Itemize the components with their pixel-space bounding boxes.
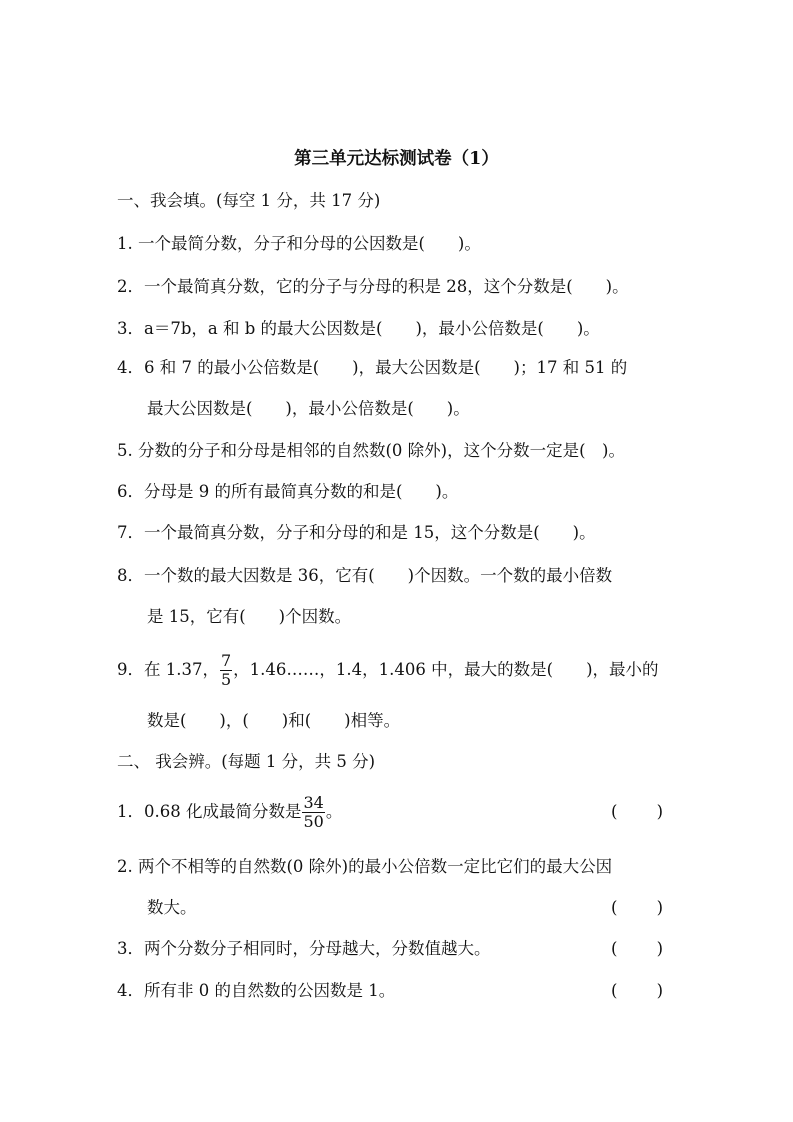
s2-q3-answer-parens [611,938,663,960]
s2-q1-prefix: 1．0.68 化成最简分数是 [117,802,302,821]
q9-fraction [220,652,232,689]
s1-question-7: 7．一个最简真分数，分子和分母的和是 15，这个分数是( )。 [117,523,596,542]
s2-q4-answer-parens [611,980,663,1002]
s2-q1-fraction [302,794,324,831]
s2-q1-fraction-denominator: 50 [303,812,324,831]
paren-close: ) [656,981,663,1000]
s2-question-2-line1: 2. 两个不相等的自然数(0 除外)的最小公倍数一定比它们的最大公因 [117,857,613,876]
s2-question-1 [117,792,342,832]
q9-prefix: 9．在 1.37， [117,660,219,679]
s2-q2-answer-parens [611,897,663,919]
paren-close: ) [656,939,663,958]
paren-close: ) [656,802,663,821]
s2-question-4: 4．所有非 0 的自然数的公因数是 1。 [117,981,396,1000]
s1-question-8-line2: 是 15，它有( )个因数。 [147,607,352,626]
s1-question-6: 6．分母是 9 的所有最简真分数的和是( )。 [117,482,459,501]
page-title: 第三单元达标测试卷（1） [294,149,499,169]
s1-question-5: 5. 分数的分子和分母是相邻的自然数(0 除外)，这个分数一定是( )。 [117,441,625,460]
s2-question-3: 3．两个分数分子相同时，分母越大，分数值越大。 [117,939,491,958]
s2-q1-answer-parens [611,801,663,823]
s1-question-4-line2: 最大公因数是( )，最小公倍数是( )。 [147,399,470,418]
q9-fraction-denominator: 5 [220,670,232,689]
section1-heading: 一、我会填。(每空 1 分，共 17 分) [117,191,381,210]
s2-q1-fraction-numerator: 34 [303,793,324,812]
s1-question-8-line1: 8．一个数的最大因数是 36，它有( )个因数。一个数的最小倍数 [117,566,613,585]
s1-question-3: 3．a＝7b，a 和 b 的最大公因数是( )，最小公倍数是( )。 [117,319,600,338]
paren-open: ( [611,981,618,1000]
paren-open: ( [611,898,618,917]
paren-open: ( [611,939,618,958]
s1-question-1: 1. 一个最简分数，分子和分母的公因数是( )。 [117,234,481,253]
s1-question-4-line1: 4．6 和 7 的最小公倍数是( )，最大公因数是( )；17 和 51 的 [117,358,628,377]
q9-fraction-numerator: 7 [220,651,232,670]
s1-question-9-line1 [117,650,659,690]
paren-close: ) [656,898,663,917]
s1-question-9-line2: 数是( )，( )和( )相等。 [147,711,401,730]
paren-open: ( [611,802,618,821]
s2-q1-suffix: 。 [325,802,343,821]
s1-question-2: 2．一个最简真分数，它的分子与分母的积是 28，这个分数是( )。 [117,277,629,296]
section2-heading: 二、 我会辨。(每题 1 分，共 5 分) [117,752,376,771]
s2-question-2-line2: 数大。 [147,898,197,917]
q9-suffix: ，1.46……，1.4，1.406 中，最大的数是( )，最小的 [233,660,659,679]
